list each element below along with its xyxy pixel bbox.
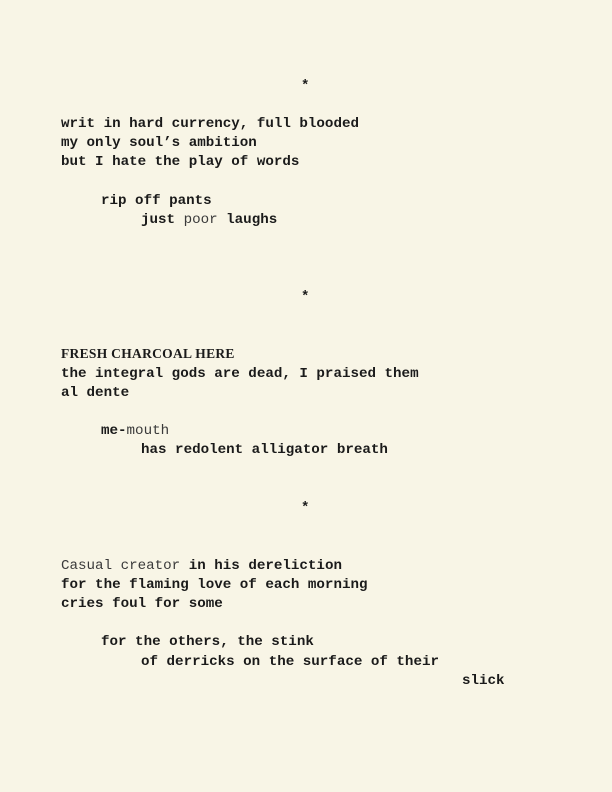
poem-indented-line: for the others, the stink xyxy=(101,634,314,650)
poem-heading: FRESH CHARCOAL HERE xyxy=(61,346,235,361)
poem-line: the integral gods are dead, I praised them xyxy=(61,366,419,382)
poem-line: for the flaming love of each morning xyxy=(61,577,368,593)
poem-line xyxy=(61,558,342,574)
poem-fragment: laughs xyxy=(217,212,278,228)
poem-fragment: mouth xyxy=(126,423,170,439)
poem-indented-line xyxy=(101,423,169,439)
poem-fragment: Casual creator xyxy=(61,558,181,574)
poem-line: cries foul for some xyxy=(61,596,223,612)
separator-star-2: * xyxy=(301,289,310,305)
poem-line: writ in hard currency, full blooded xyxy=(61,116,359,132)
poem-fragment: just xyxy=(141,212,184,228)
poem-line: al dente xyxy=(61,385,130,401)
poem-line: but I hate the play of words xyxy=(61,154,300,170)
poem-fragment: in his dereliction xyxy=(180,558,342,574)
separator-star-3: * xyxy=(301,500,310,516)
poem-indented-line: slick xyxy=(462,673,505,689)
poem-indented-line: has redolent alligator breath xyxy=(141,442,388,458)
poem-fragment: me- xyxy=(101,423,127,439)
poem-line: my only soul’s ambition xyxy=(61,135,257,151)
poem-indented-line xyxy=(141,212,277,228)
separator-star-1: * xyxy=(301,78,310,94)
poem-indented-line: rip off pants xyxy=(101,193,212,209)
poem-indented-line: of derricks on the surface of their xyxy=(141,654,439,670)
poem-fragment: poor xyxy=(183,212,218,228)
